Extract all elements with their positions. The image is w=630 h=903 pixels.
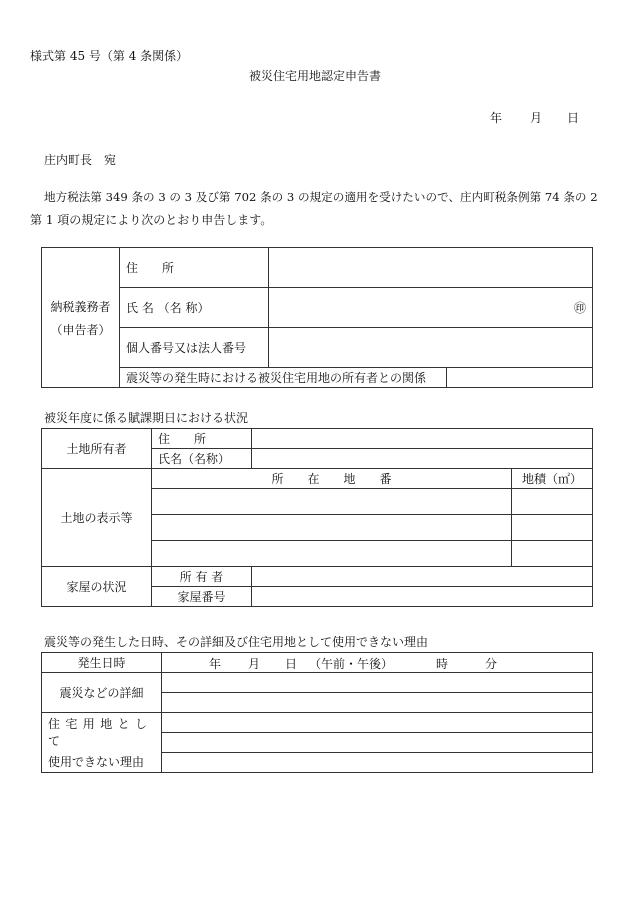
area-header: 地積（㎡） <box>512 469 593 489</box>
document-title: 被災住宅用地認定申告書 <box>248 69 381 83</box>
applicant-label: （申告者） <box>50 322 111 337</box>
land-owner-name-field[interactable] <box>252 449 593 469</box>
location-field[interactable] <box>152 541 512 567</box>
location-field[interactable] <box>152 489 512 515</box>
occurrence-minute: 分 <box>485 657 498 671</box>
house-owner-label: 所 有 者 <box>152 567 252 587</box>
owner-relation-field[interactable] <box>447 368 593 388</box>
reason-label <box>42 713 162 773</box>
land-owner-name-label: 氏名（名称） <box>152 449 252 469</box>
house-number-field[interactable] <box>252 587 593 607</box>
land-owner-address-label: 住 所 <box>152 429 252 449</box>
location-field[interactable] <box>152 515 512 541</box>
reason-field[interactable] <box>162 753 593 773</box>
occurrence-label: 発生日時 <box>42 653 162 673</box>
occurrence-hour: 時 <box>436 657 449 671</box>
taxpayer-group-label <box>42 248 120 388</box>
reason-field[interactable] <box>162 713 593 733</box>
taxpayer-label: 納税義務者 <box>50 299 111 314</box>
occurrence-year: 年 <box>209 657 222 671</box>
addressee: 庄内町長 宛 <box>44 153 117 167</box>
taxpayer-name-label: 氏 名 （名 称） <box>120 288 269 328</box>
occurrence-datetime-field[interactable] <box>162 653 593 673</box>
house-number-label: 家屋番号 <box>152 587 252 607</box>
details-field[interactable] <box>162 693 593 713</box>
date-month-label: 月 <box>530 111 543 125</box>
land-owner-address-field[interactable] <box>252 429 593 449</box>
reason-field[interactable] <box>162 733 593 753</box>
area-field[interactable] <box>512 515 593 541</box>
occurrence-day: 日 <box>285 657 298 671</box>
taxpayer-table <box>41 247 593 388</box>
occurrence-month: 月 <box>248 657 261 671</box>
land-display-label: 土地の表示等 <box>42 469 152 567</box>
disaster-table <box>41 652 593 773</box>
form-number: 様式第 45 号（第 4 条関係） <box>30 49 189 63</box>
date-year-label: 年 <box>490 111 503 125</box>
house-owner-field[interactable] <box>252 567 593 587</box>
occurrence-ampm: （午前・午後） <box>309 657 394 671</box>
section3-heading: 震災等の発生した日時、その詳細及び住宅用地として使用できない理由 <box>44 635 429 649</box>
details-label: 震災などの詳細 <box>42 673 162 713</box>
intro-line-2: 第 1 項の規定により次のとおり申告します。 <box>30 213 273 227</box>
house-status-label: 家屋の状況 <box>42 567 152 607</box>
date-day-label: 日 <box>567 111 580 125</box>
taxpayer-address-field[interactable] <box>269 248 593 288</box>
details-field[interactable] <box>162 673 593 693</box>
area-field[interactable] <box>512 541 593 567</box>
reason-label-line-2: 使用できない理由 <box>48 755 145 769</box>
reason-label-line-1: 住宅用地として <box>48 717 153 748</box>
taxpayer-id-label: 個人番号又は法人番号 <box>120 328 269 368</box>
seal-mark: ㊞ <box>573 301 586 315</box>
taxpayer-name-field[interactable] <box>269 288 593 328</box>
intro-line-1: 地方税法第 349 条の 3 の 3 及び第 702 条の 3 の規定の適用を受けたいので、庄内町税条例第 74 条の 2 <box>44 190 598 204</box>
owner-relation-label: 震災等の発生時における被災住宅用地の所有者との関係 <box>120 368 447 388</box>
land-owner-label: 土地所有者 <box>42 429 152 469</box>
area-field[interactable] <box>512 489 593 515</box>
taxpayer-address-label: 住 所 <box>120 248 269 288</box>
section2-heading: 被災年度に係る賦課期日における状況 <box>44 411 249 425</box>
location-header: 所 在 地 番 <box>152 469 512 489</box>
land-status-table <box>41 428 593 607</box>
taxpayer-id-field[interactable] <box>269 328 593 368</box>
